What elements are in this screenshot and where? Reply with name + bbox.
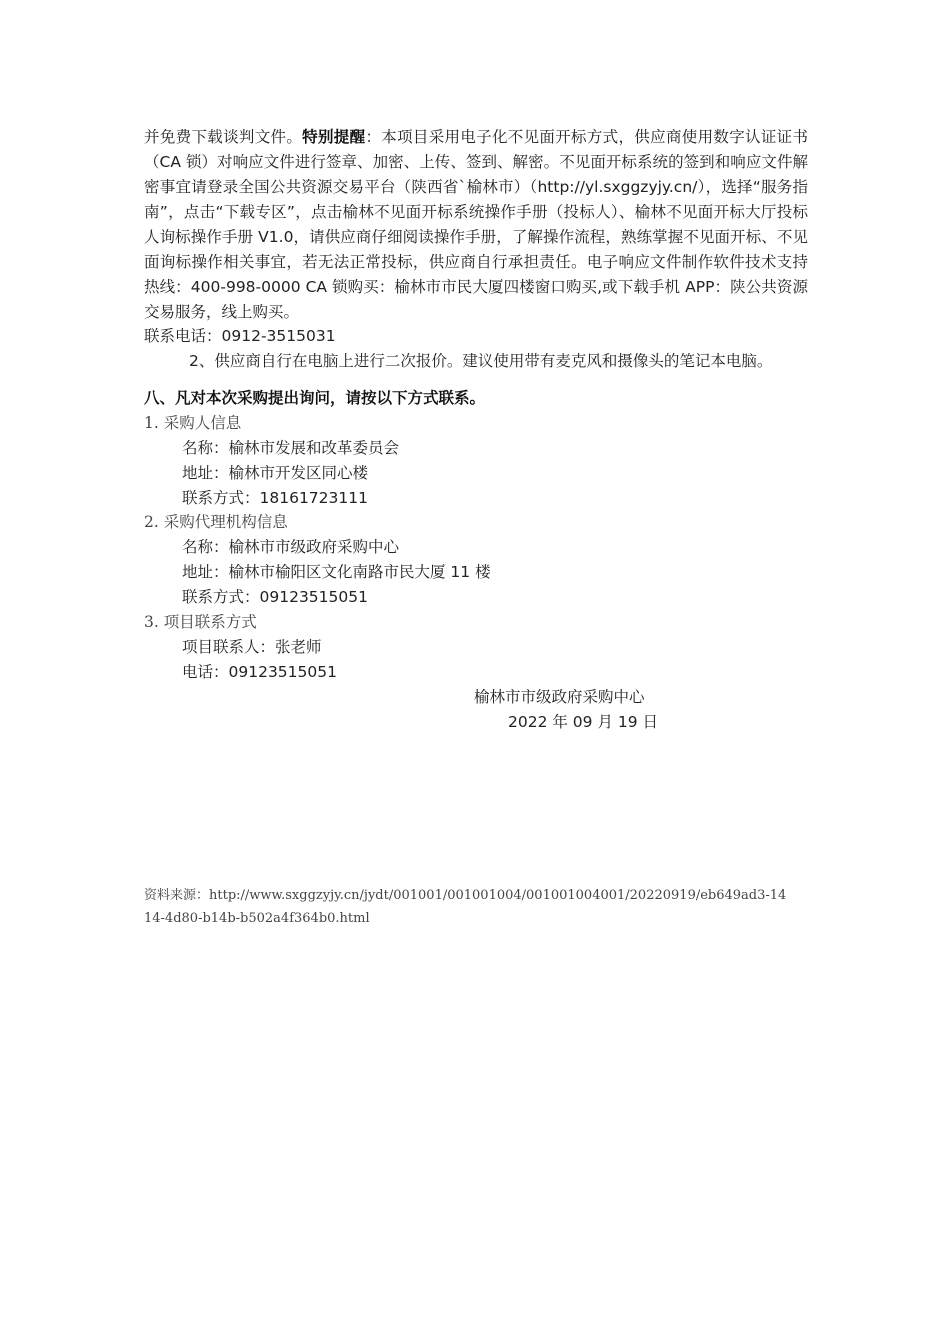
notice-paragraph [144, 125, 808, 325]
buyer-info-title: 1. 采购人信息 [144, 414, 242, 432]
agency-address: 地址：榆林市榆阳区文化南路市民大厦 11 楼 [182, 563, 491, 581]
agency-contact: 联系方式：09123515051 [182, 588, 368, 606]
buyer-contact: 联系方式：18161723111 [182, 489, 368, 507]
project-contact-title: 3. 项目联系方式 [144, 613, 257, 631]
notice-rest: ：本项目采用电子化不见面开标方式，供应商使用数字认证证书（CA 锁）对响应文件进行签章、加密、上传、签到、解密。不见面开标系统的签到和响应文件解密事宜请登录全国公共资源交易平台（陕西省`榆林市）（http://yl.sxggzyjy.cn/），选择“服务指南”，点击“下载专区”，点击榆林不见面开标系统操作手册（投标人）、榆林不见面开标大厅投标人询标操作手册 V1.0，请供应商仔细阅读操作手册，了解操作流程，熟练掌握不见面开标、不见面询标操作相关事宜，若无法正常投标，供应商自行承担责任。电子响应文件制作软件技术支持热线：400-998-0000 CA 锁购买：榆林市市民大厦四楼窗口购买,或下载手机 APP：陕公共资源交易服务，线上购买。 [144, 128, 808, 321]
agency-info-title: 2. 采购代理机构信息 [144, 513, 288, 531]
notice-phone: 联系电话：0912-3515031 [144, 327, 336, 345]
agency-name: 名称：榆林市市级政府采购中心 [182, 538, 400, 556]
signature-org: 榆林市市级政府采购中心 [474, 688, 645, 706]
notice-start: 并免费下载谈判文件。 [144, 128, 303, 146]
source-link[interactable]: 资料来源：http://www.sxggzyjy.cn/jydt/001001/001001004/001001004001/20220919/eb649ad3-1414-4d80-b14b-b502a4f364b0.html [144, 888, 787, 926]
buyer-name: 名称：榆林市发展和改革委员会 [182, 439, 400, 457]
signature-date: 2022 年 09 月 19 日 [508, 713, 659, 731]
section-8-heading: 八、凡对本次采购提出询问，请按以下方式联系。 [144, 389, 486, 407]
project-contact-person: 项目联系人：张老师 [182, 638, 322, 656]
notice-bold-warning: 特别提醒 [302, 128, 366, 146]
buyer-address: 地址：榆林市开发区同心楼 [182, 464, 369, 482]
project-contact-phone: 电话：09123515051 [182, 663, 337, 681]
notice-item-2: 2、供应商自行在电脑上进行二次报价。建议使用带有麦克风和摄像头的笔记本电脑。 [189, 352, 773, 370]
